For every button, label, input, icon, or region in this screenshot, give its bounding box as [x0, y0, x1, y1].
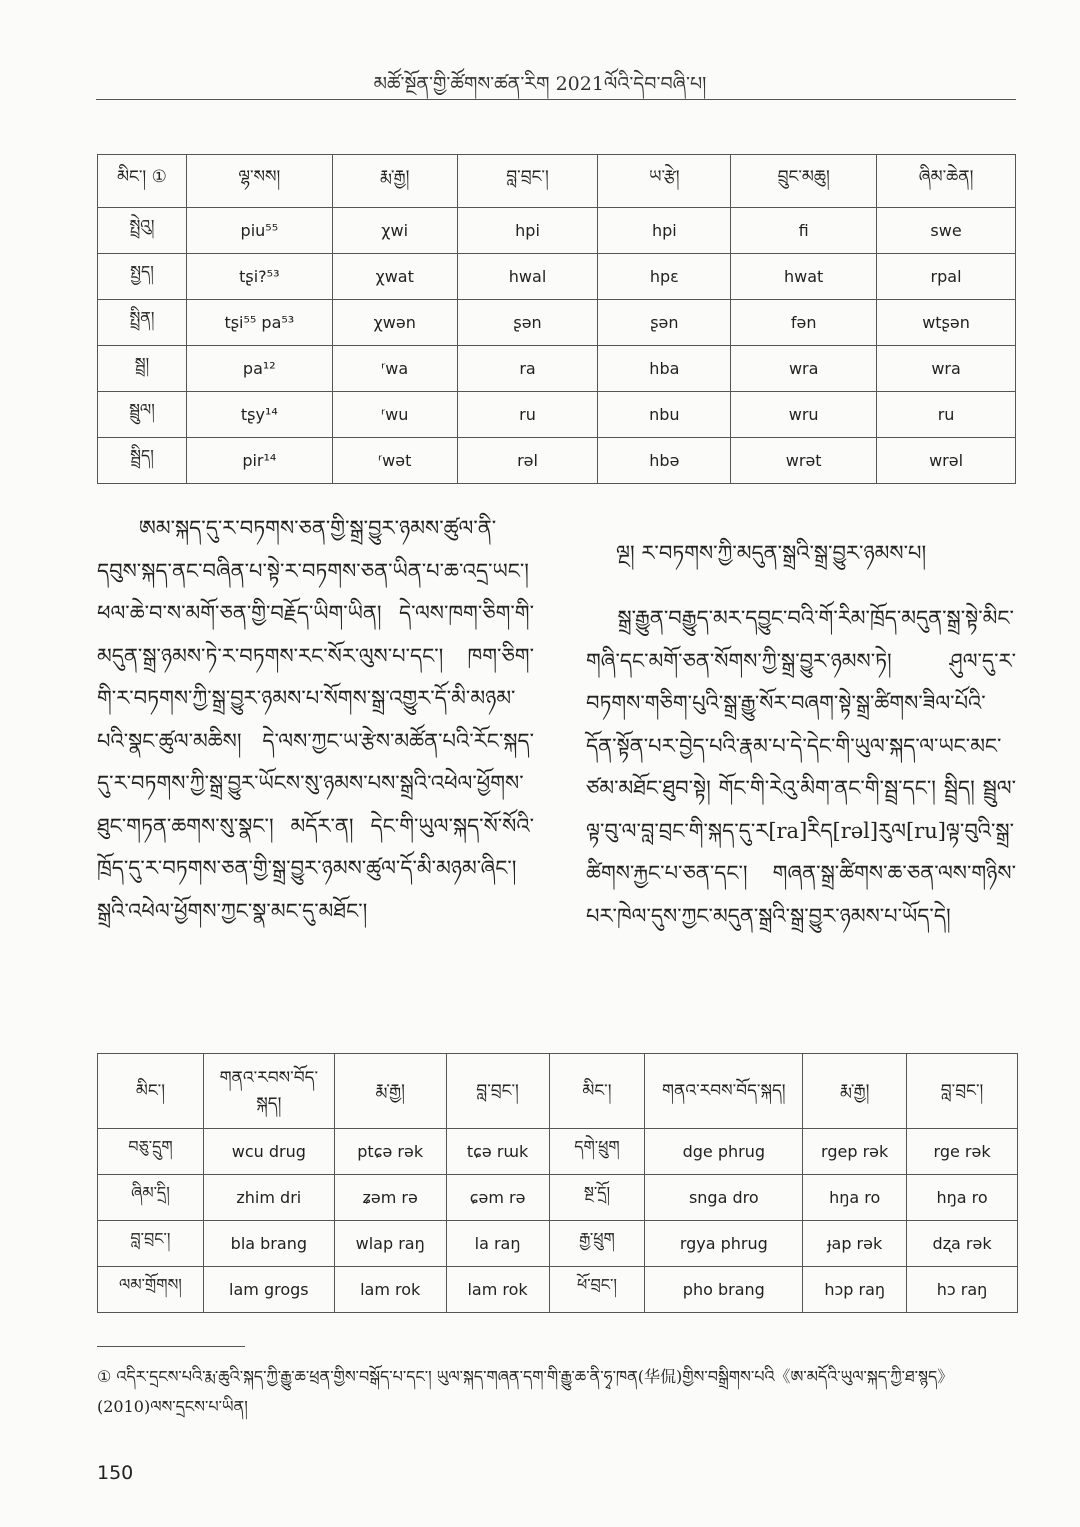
- table-row: [98, 392, 1016, 438]
- table-cell: pa¹²: [186, 346, 332, 392]
- table-cell: fən: [731, 300, 877, 346]
- table-cell: tʂi?⁵³: [186, 254, 332, 300]
- table-cell: hbə: [598, 438, 731, 484]
- table-cell: wra: [877, 346, 1016, 392]
- table-cell: hpi: [457, 208, 598, 254]
- table-cell: χwən: [332, 300, 457, 346]
- footnote-rule: [97, 1346, 245, 1347]
- body-paragraph-right: སྒྲ་རྒྱུན་བརྒྱུད་མར་དབྱུང་བའི་གོ་རིམ་ཁྲོད་མདུན་སྒྲ་སྟེ་མིང་གཞི་དང་མགོ་ཅན་སོགས་ཀྱི་སྒྲ་བྱུར་ཉམས་ཏེ། ཤུལ་དུ་ར་བཏགས་གཅིག་པུའི་སྒྲ་རྒྱུ་སོར་བཞག་སྟེ་སྒྲ་ཚིགས་ཟིལ་པོའི་དོན་སྟོན་པར་བྱེད་པའི་རྣམ་པ་དེ་དེང་གི་ཡུལ་སྐད་ལ་ཡང་མང་ཙམ་མཐོང་ཐུབ་སྟེ། གོང་གི་རེའུ་མིག་ནང་གི་སྦྲ་དང་། སྦྲིད། སྦྲུལ་ལྟ་བུ་ལ་བླ་བྲང་གི་སྐད་དུ་ར[ra]རིད[rəl]རུལ[ru]ལྟ་བུའི་སྒྲ་ཚིགས་རྐྱང་པ་ཅན་དང་། གཞན་སྒྲ་ཚིགས་ཆ་ཅན་ལས་གཉིས་པར་ཁེལ་དུས་ཀྱང་མདུན་སྒྲའི་སྒྲ་བྱུར་ཉམས་པ་ཡོད་དེ།: [586, 606, 1016, 928]
- table-cell: snga dro: [645, 1175, 803, 1221]
- table-cell: ru: [457, 392, 598, 438]
- dialect-table-2: [97, 1053, 1018, 1313]
- table-header-row: [98, 1054, 1018, 1129]
- header-cell: རྨ་རྒྱ།: [803, 1054, 907, 1129]
- header-cell: རྨ་རྒྱ།: [334, 1054, 446, 1129]
- table-cell: ɕəm rə: [446, 1175, 549, 1221]
- table-cell: rge rək: [907, 1129, 1018, 1175]
- header-cell: བླ་བྲང་།: [446, 1054, 549, 1129]
- table-cell: tɕə rɯk: [446, 1129, 549, 1175]
- word-cell: སྤྲེའུ།: [98, 208, 187, 254]
- header-cell: རྨ་རྒྱ།: [332, 155, 457, 208]
- word-cell: བཅུ་དྲུག: [98, 1129, 204, 1175]
- table-cell: wlap raŋ: [334, 1221, 446, 1267]
- table-cell: rgep rək: [803, 1129, 907, 1175]
- word-cell: དགེ་ཕྲུག: [549, 1129, 645, 1175]
- header-cell: ཡ་རྩེ།: [598, 155, 731, 208]
- table-cell: ʑəm rə: [334, 1175, 446, 1221]
- table-cell: nbu: [598, 392, 731, 438]
- table-row: [98, 1267, 1018, 1313]
- table-cell: lam rok: [446, 1267, 549, 1313]
- header-cell: བྲུང་མཆུ།: [731, 155, 877, 208]
- table-cell: hɔp raŋ: [803, 1267, 907, 1313]
- table-cell: ʂən: [598, 300, 731, 346]
- table-cell: wrəl: [877, 438, 1016, 484]
- table-cell: dge phrug: [645, 1129, 803, 1175]
- table-cell: rpal: [877, 254, 1016, 300]
- page-number: 150: [97, 1462, 134, 1484]
- table-cell: rəl: [457, 438, 598, 484]
- table-header-row: [98, 155, 1016, 208]
- table-cell: ptɕə rək: [334, 1129, 446, 1175]
- word-cell: སྦྲུལ།: [98, 392, 187, 438]
- header-cell: བླ་བྲང་།: [457, 155, 598, 208]
- header-cell: ལྷ་སས།: [186, 155, 332, 208]
- table-cell: ʳwu: [332, 392, 457, 438]
- table-cell: ʂən: [457, 300, 598, 346]
- header-cell: མིང་། ①: [98, 155, 187, 208]
- table-cell: wtʂən: [877, 300, 1016, 346]
- table-cell: hwat: [731, 254, 877, 300]
- table-cell: hpi: [598, 208, 731, 254]
- table-cell: hba: [598, 346, 731, 392]
- table-cell: hɔ raŋ: [907, 1267, 1018, 1313]
- table-cell: wrət: [731, 438, 877, 484]
- table-cell: dʐa rək: [907, 1221, 1018, 1267]
- running-head: མཚོ་སྔོན་གྱི་ཚོགས་ཚན་རིག 2021ལོའི་དེབ་བཞི་པ།: [373, 73, 707, 95]
- table-cell: bla brang: [203, 1221, 334, 1267]
- header-cell: མིང་།: [549, 1054, 645, 1129]
- table-cell: ru: [877, 392, 1016, 438]
- table-cell: zhim dri: [203, 1175, 334, 1221]
- word-cell: སྔ་དྲོ།: [549, 1175, 645, 1221]
- word-cell: རྒྱ་ཕྲུག: [549, 1221, 645, 1267]
- word-cell: སྤྲིན།: [98, 300, 187, 346]
- table-cell: swe: [877, 208, 1016, 254]
- table-cell: rgya phrug: [645, 1221, 803, 1267]
- table-row: [98, 208, 1016, 254]
- header-cell: མིང་།: [98, 1054, 204, 1129]
- table-cell: tʂi⁵⁵ pa⁵³: [186, 300, 332, 346]
- header-cell: བླ་བྲང་།: [907, 1054, 1018, 1129]
- table-row: [98, 1129, 1018, 1175]
- table-cell: pir¹⁴: [186, 438, 332, 484]
- dialect-table-1: [97, 154, 1016, 484]
- table-cell: tʂy¹⁴: [186, 392, 332, 438]
- table-cell: fi: [731, 208, 877, 254]
- table-cell: la raŋ: [446, 1221, 549, 1267]
- table-cell: lam rok: [334, 1267, 446, 1313]
- section-heading: ལྔ། ར་བཏགས་ཀྱི་མདུན་སྒྲའི་སྒྲ་བྱུར་ཉམས་པ།: [616, 541, 927, 565]
- table-cell: piu⁵⁵: [186, 208, 332, 254]
- word-cell: བླ་བྲང་།: [98, 1221, 204, 1267]
- table-cell: ʳwət: [332, 438, 457, 484]
- table-cell: hŋa ro: [803, 1175, 907, 1221]
- table-cell: hŋa ro: [907, 1175, 1018, 1221]
- table-row: [98, 346, 1016, 392]
- table-row: [98, 1175, 1018, 1221]
- footnote: ① འདིར་དྲངས་པའི་རྨ་ཆུའི་སྐད་ཀྱི་རྒྱུ་ཆ་ཕྲན་གྱིས་བསྒོད་པ་དང་། ཡུལ་སྐད་གཞན་དག་གི་རྒྱུ་ཆ་ནི་ཧྭ་ཁན(华侃)གྱིས་བསྒྲིགས་པའི《ཨ་མདོའི་ཡུལ་སྐད་ཀྱི་ཐ་སྙད》(2010)ལས་དྲངས་པ་ཡིན།: [97, 1367, 954, 1416]
- word-cell: སྦྲ།: [98, 346, 187, 392]
- table-cell: ʳwa: [332, 346, 457, 392]
- table-cell: wru: [731, 392, 877, 438]
- table-cell: wra: [731, 346, 877, 392]
- table-cell: ɟap rək: [803, 1221, 907, 1267]
- header-cell: གནའ་རབས་བོད་སྐད།: [203, 1054, 334, 1129]
- word-cell: ཕོ་བྲང་།: [549, 1267, 645, 1313]
- table-row: [98, 300, 1016, 346]
- table-cell: pho brang: [645, 1267, 803, 1313]
- body-paragraph-left: ཨམ་སྐད་དུ་ར་བཏགས་ཅན་གྱི་སྒྲ་བྱུར་ཉམས་ཚུལ་ནི་དབུས་སྐད་ནང་བཞིན་པ་སྟེ་ར་བཏགས་ཅན་ཡིན་པ་ཆ་འདྲ་ཡང་། ཕལ་ཆེ་བ་ས་མགོ་ཅན་གྱི་བརྗོད་ཡིག་ཡིན། དེ་ལས་ཁག་ཅིག་གི་མདུན་སྒྲ་ཉམས་ཏེ་ར་བཏགས་རང་སོར་ལུས་པ་དང་། ཁག་ཅིག་གི་ར་བཏགས་ཀྱི་སྒྲ་བྱུར་ཉམས་པ་སོགས་སྒྲ་འགྱུར་དོ་མི་མཉམ་པའི་སྣང་ཚུལ་མཆིས། དེ་ལས་ཀྱང་ཡ་རྩེས་མཚོན་པའི་རོང་སྐད་དུ་ར་བཏགས་ཀྱི་སྒྲ་བྱུར་ཡོངས་སུ་ཉམས་པས་སྒྲའི་འཕེལ་ཕྱོགས་ཐུང་གཏན་ཆགས་སུ་སྣང་། མདོར་ན། དེང་གི་ཡུལ་སྐད་སོ་སོའི་ཁྲོད་དུ་ར་བཏགས་ཅན་གྱི་སྒྲ་བྱུར་ཉམས་ཚུལ་དོ་མི་མཉམ་ཞིང་། སྒྲའི་འཕེལ་ཕྱོགས་ཀྱང་སྣ་མང་དུ་མཐོང་།: [97, 516, 534, 923]
- table-cell: χwi: [332, 208, 457, 254]
- word-cell: ཞིམ་དྲི།: [98, 1175, 204, 1221]
- table-cell: hwal: [457, 254, 598, 300]
- table-cell: wcu drug: [203, 1129, 334, 1175]
- table-row: [98, 1221, 1018, 1267]
- table-row: [98, 438, 1016, 484]
- table-cell: lam grogs: [203, 1267, 334, 1313]
- table-cell: χwat: [332, 254, 457, 300]
- header-rule: [96, 99, 1016, 100]
- word-cell: སྦྲིད།: [98, 438, 187, 484]
- header-cell: ཞིམ་ཆེན།: [877, 155, 1016, 208]
- table-row: [98, 254, 1016, 300]
- word-cell: སྤྱད།: [98, 254, 187, 300]
- table-cell: ra: [457, 346, 598, 392]
- header-cell: གནའ་རབས་བོད་སྐད།: [645, 1054, 803, 1129]
- table-cell: hpɛ: [598, 254, 731, 300]
- word-cell: ལམ་གྲོགས།: [98, 1267, 204, 1313]
